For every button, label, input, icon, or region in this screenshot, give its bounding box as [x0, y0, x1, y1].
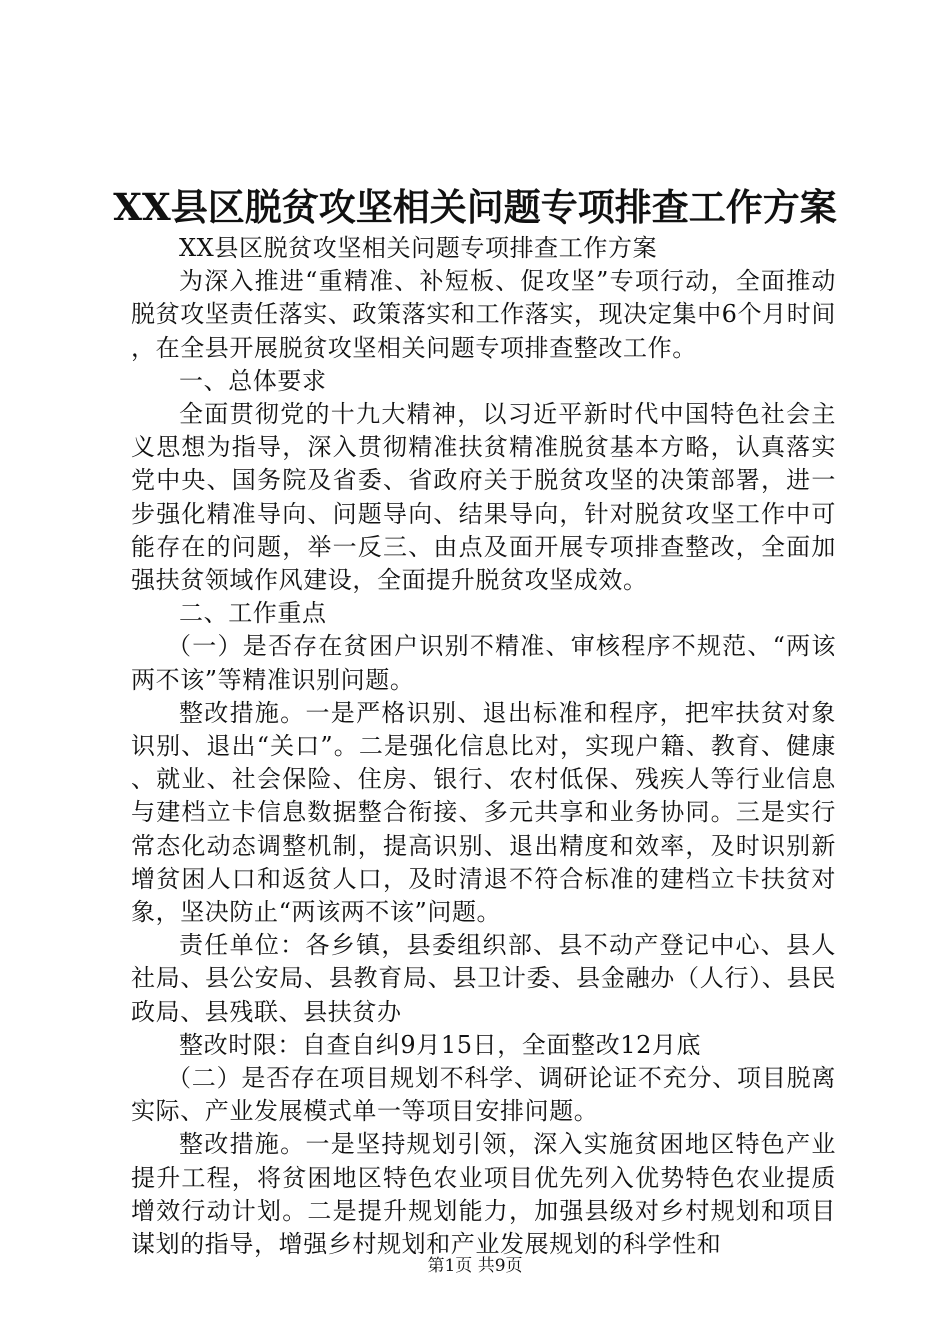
page-footer: 第1页 共9页	[427, 1256, 523, 1276]
item-1-deadline-paragraph: 整改时限：自查自纠9月15日，全面整改12月底	[179, 1030, 702, 1059]
document-body	[131, 232, 836, 1261]
section-heading-work-focus: 二、工作重点	[179, 599, 327, 628]
item-1-responsible-units-paragraph: 责任单位：各乡镇，县委组织部、县不动产登记中心、县人社局、县公安局、县教育局、县卫计委、县金融办（人行）、县民政局、县残联、县扶贫办	[131, 931, 836, 1026]
document-title: XX县区脱贫攻坚相关问题专项排查工作方案	[113, 185, 837, 229]
item-1-paragraph: （一）是否存在贫困户识别不精准、审核程序不规范、“两该两不该”等精准识别问题。	[131, 632, 836, 694]
item-2-paragraph: （二）是否存在项目规划不科学、调研论证不充分、项目脱离实际、产业发展模式单一等项目安排问题。	[131, 1064, 836, 1126]
item-1-measures-paragraph: 整改措施。一是严格识别、退出标准和程序，把牢扶贫对象识别、退出“关口”。二是强化信息比对，实现户籍、教育、健康、就业、社会保险、住房、银行、农村低保、残疾人等行业信息与建档立卡信息数据整合衔接、多元共享和业务协同。三是实行常态化动态调整机制，提高识别、退出精度和效率，及时识别新增贫困人口和返贫人口，及时清退不符合标准的建档立卡扶贫对象，坚决防止“两该两不该”问题。	[131, 698, 836, 927]
general-requirements-paragraph: 全面贯彻党的十九大精神，以习近平新时代中国特色社会主义思想为指导，深入贯彻精准扶贫精准脱贫基本方略，认真落实党中央、国务院及省委、省政府关于脱贫攻坚的决策部署，进一步强化精准导向、问题导向、结果导向，针对脱贫攻坚工作中可能存在的问题，举一反三、由点及面开展专项排查整改，全面加强扶贫领域作风建设，全面提升脱贫攻坚成效。	[131, 400, 836, 595]
item-2-measures-paragraph: 整改措施。一是坚持规划引领，深入实施贫困地区特色产业提升工程，将贫困地区特色农业项目优先列入优势特色农业提质增效行动计划。二是提升规划能力，加强县级对乡村规划和项目谋划的指导，增强乡村规划和产业发展规划的科学性和	[131, 1130, 836, 1259]
intro-paragraph: 为深入推进“重精准、补短板、促攻坚”专项行动，全面推动脱贫攻坚责任落实、政策落实和工作落实，现决定集中6个月时间，在全县开展脱贫攻坚相关问题专项排查整改工作。	[131, 267, 836, 362]
subtitle-paragraph: XX县区脱贫攻坚相关问题专项排查工作方案	[179, 234, 658, 262]
section-heading-general-requirements: 一、总体要求	[179, 366, 327, 395]
